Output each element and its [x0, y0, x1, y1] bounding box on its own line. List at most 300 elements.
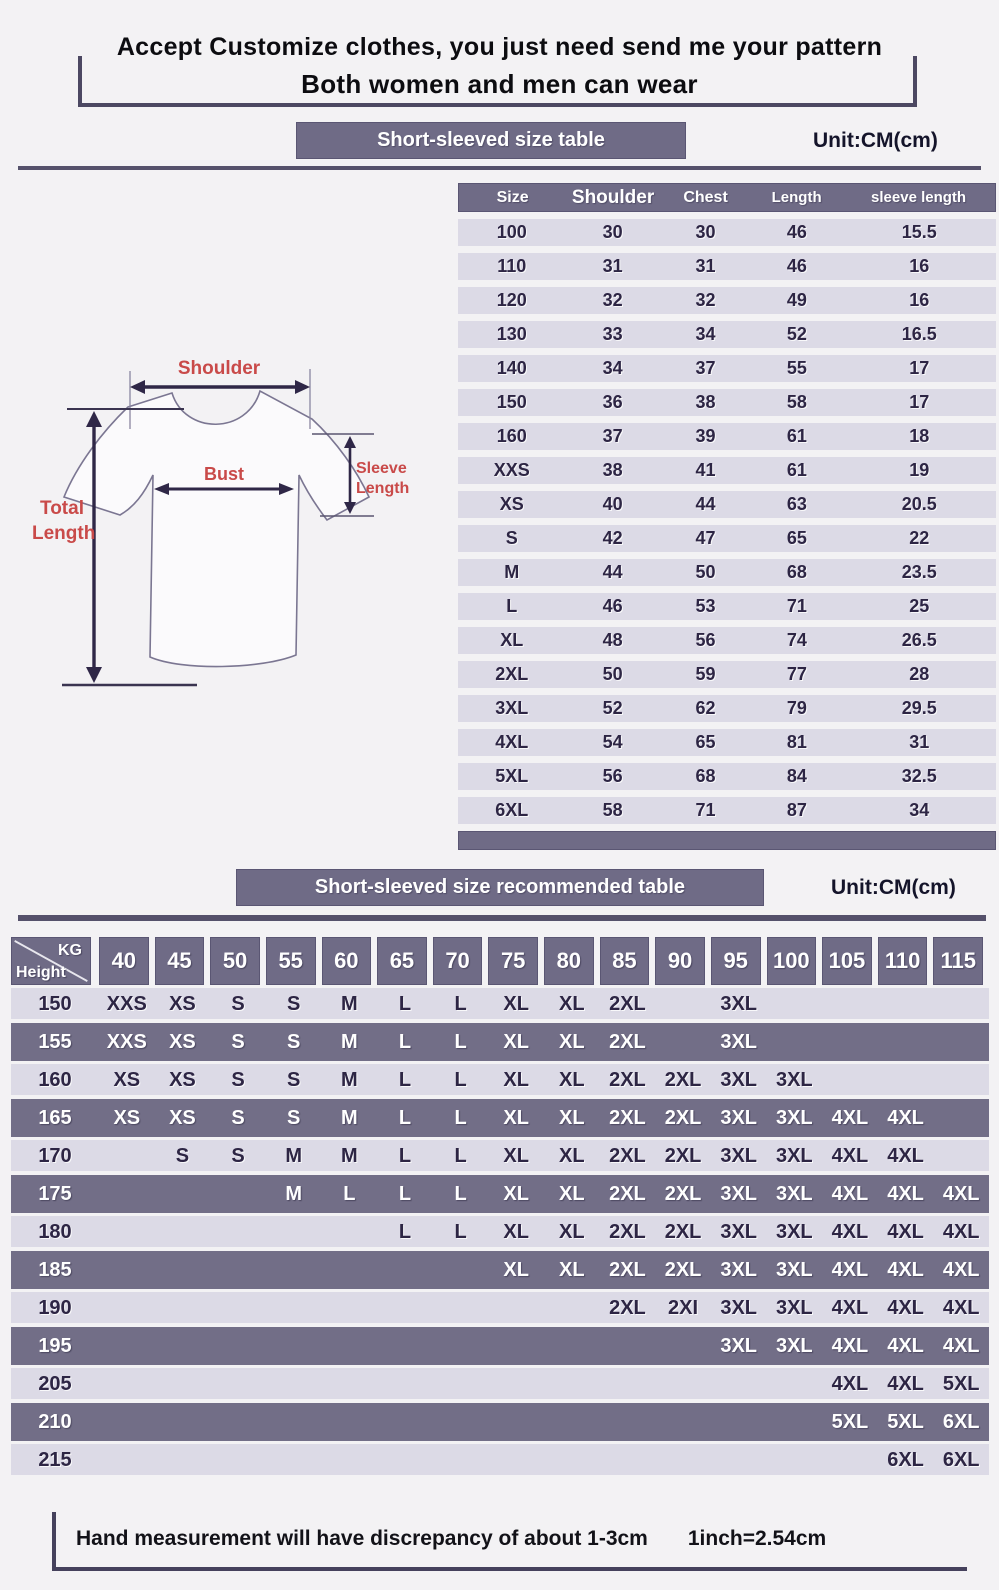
recommended-size-cell: M [285, 1144, 303, 1167]
size-table-cell: 30 [695, 222, 716, 242]
size-table-unit-label: Unit:CM(cm) [813, 129, 938, 152]
recommended-size-cell: XS [169, 1030, 196, 1053]
tshirt-measurement-diagram [22, 347, 454, 697]
recommended-size-cell: XL [503, 1144, 529, 1167]
size-table-cell: 52 [602, 698, 623, 718]
size-table-column-header: Size [496, 188, 529, 206]
size-table-cell: 33 [602, 324, 623, 344]
size-table-cell: 2XL [495, 664, 529, 684]
recommended-size-cell: 2XL [609, 1068, 646, 1091]
recommended-size-cell: 6XL [942, 1448, 980, 1471]
recommended-size-cell: 4XL [887, 1372, 924, 1395]
recommended-size-cell: XS [113, 1106, 141, 1129]
size-table-row [458, 457, 996, 484]
size-table-cell: 32.5 [901, 766, 937, 786]
size-table-row [458, 729, 996, 756]
recommended-size-cell: 2XL [664, 1144, 702, 1167]
recommended-size-cell: 3XL [720, 1106, 758, 1129]
size-table-cell: 34 [909, 800, 930, 820]
size-table-cell: 38 [602, 460, 623, 480]
size-table-cell: 58 [602, 800, 623, 820]
recommended-size-cell: 3XL [775, 1220, 813, 1243]
size-table-column-header: Length [771, 189, 822, 206]
recommended-size-cell: L [454, 1068, 467, 1091]
total-label-line2: Length [32, 523, 96, 544]
recommended-table-row [11, 1365, 989, 1403]
size-table-cell: 16 [909, 256, 930, 276]
recommended-table-body [11, 985, 989, 1479]
tshirt-outline-svg [22, 347, 454, 697]
size-table-footer-bar [458, 831, 996, 850]
size-table-row [458, 661, 996, 688]
weight-column-header: 95 [711, 937, 761, 985]
size-table-cell: 16 [909, 290, 930, 310]
size-table-cell: 29.5 [901, 698, 937, 718]
recommended-size-cell: 2XL [609, 1144, 646, 1167]
divider-middle [18, 915, 986, 921]
recommended-size-cell: 4XL [831, 1106, 869, 1129]
recommended-table-row [11, 1327, 989, 1365]
size-table-cell: 56 [695, 630, 716, 650]
recommended-size-cell: M [340, 1068, 358, 1091]
size-table-cell: 34 [602, 358, 623, 378]
recommended-size-cell: 3XL [720, 1220, 758, 1243]
size-table-cell: 68 [786, 562, 807, 582]
recommended-size-cell: L [398, 1182, 412, 1205]
recommended-size-cell: 3XL [775, 1182, 813, 1205]
recommended-table-row [11, 1289, 989, 1327]
height-row-label: 150 [38, 992, 72, 1015]
total-label-line1: Total [40, 498, 84, 519]
size-table-column-header: Chest [683, 188, 728, 206]
height-row-label: 185 [38, 1258, 72, 1281]
recommended-size-cell: L [398, 992, 412, 1015]
size-table-cell: 26.5 [901, 630, 937, 650]
recommended-size-cell: XL [503, 1258, 529, 1281]
recommended-size-cell: 2XL [664, 1182, 702, 1205]
size-table-cell: 23.5 [901, 562, 937, 582]
recommended-size-cell: 4XL [831, 1334, 869, 1357]
recommended-size-cell: L [454, 1030, 467, 1053]
recommended-size-cell: 4XL [942, 1258, 980, 1281]
recommended-size-cell: L [398, 1220, 412, 1243]
height-row-label: 155 [38, 1030, 72, 1053]
recommended-size-cell: 2XL [664, 1258, 702, 1281]
size-table-cell: 84 [786, 766, 807, 786]
recommended-size-cell: S [287, 1068, 301, 1091]
size-table-row [458, 763, 996, 790]
sleeve-arrowhead-top [344, 436, 356, 448]
recommended-size-cell: 3XL [720, 1296, 758, 1319]
size-table-cell: 140 [496, 358, 527, 378]
height-row-label: 195 [38, 1334, 72, 1357]
recommended-size-cell: XL [503, 992, 529, 1015]
recommended-size-cell: 3XL [775, 1144, 813, 1167]
size-table-cell: 41 [695, 460, 716, 480]
recommended-size-cell: 3XL [775, 1258, 813, 1281]
recommended-table-row [11, 985, 989, 1023]
recommended-size-cell: 2XL [609, 1220, 646, 1243]
size-table-title: Short-sleeved size table [296, 122, 686, 159]
recommended-size-cell: S [231, 1068, 245, 1091]
size-table-cell: 110 [497, 256, 527, 276]
recommended-size-cell: 5XL [831, 1410, 869, 1433]
recommended-size-cell: L [454, 992, 467, 1015]
height-row-label: 160 [38, 1068, 72, 1091]
size-table-cell: M [504, 562, 520, 582]
recommended-size-cell: 6XL [887, 1448, 924, 1471]
size-table-cell: 62 [695, 698, 716, 718]
size-table-cell: 17 [909, 358, 930, 378]
total-arrowhead-bottom [86, 667, 102, 683]
recommended-size-cell: 3XL [720, 1068, 758, 1091]
recommended-size-cell: 4XL [887, 1258, 924, 1281]
size-table-cell: 100 [496, 222, 527, 242]
size-table-cell: 44 [695, 494, 716, 514]
recommended-size-cell: 4XL [887, 1182, 924, 1205]
size-table-cell: 59 [695, 664, 716, 684]
weight-column-header: 40 [99, 937, 149, 985]
recommended-table-row [11, 1023, 989, 1061]
size-table-cell: 44 [602, 562, 623, 582]
recommended-size-cell: L [398, 1030, 412, 1053]
divider-top [18, 166, 981, 170]
recommended-size-cell: XL [559, 1144, 585, 1167]
height-row-label: 170 [38, 1144, 72, 1167]
recommended-size-cell: XXS [106, 1030, 147, 1053]
recommended-size-cell: XL [559, 1030, 585, 1053]
size-table-cell: 50 [695, 562, 716, 582]
header-line1: Accept Customize clothes, you just need send me your pattern [116, 33, 883, 61]
inch-conversion-note: 1inch=2.54cm [687, 1527, 827, 1550]
recommended-size-cell: XL [559, 992, 585, 1015]
recommended-size-cell: 2XL [664, 1106, 702, 1129]
recommended-size-cell: XL [559, 1258, 585, 1281]
sleeve-label-line1: Sleeve [356, 460, 407, 477]
recommended-size-cell: 3XL [775, 1106, 813, 1129]
weight-column-header: 80 [544, 937, 594, 985]
size-table-row [458, 355, 996, 382]
recommended-size-table [11, 937, 989, 1479]
size-table-cell: 39 [695, 426, 716, 446]
size-table-cell: 4XL [495, 732, 529, 752]
size-table-cell: 42 [602, 528, 623, 548]
recommended-size-cell: XL [559, 1220, 585, 1243]
header-bracket [78, 56, 917, 107]
recommended-table-row [11, 1251, 989, 1289]
recommended-table-row [11, 1099, 989, 1137]
total-arrowhead-top [86, 411, 102, 427]
size-table-body [458, 219, 996, 824]
recommended-size-cell: 4XL [887, 1106, 924, 1129]
shoulder-arrowhead-right [295, 380, 310, 394]
recommended-size-cell: 4XL [887, 1220, 924, 1243]
size-table-cell: 65 [695, 732, 716, 752]
recommended-size-cell: S [175, 1144, 190, 1167]
recommended-size-cell: 2XL [609, 1296, 646, 1319]
size-table-cell: 46 [786, 222, 807, 242]
size-table-cell: 77 [786, 664, 807, 684]
recommended-size-cell: XL [503, 1030, 529, 1053]
bust-label: Bust [204, 464, 244, 484]
size-table-cell: 16.5 [901, 324, 937, 344]
recommended-size-cell: 2XI [668, 1296, 699, 1319]
size-table-cell: 18 [909, 426, 930, 446]
recommended-table-unit-label: Unit:CM(cm) [831, 876, 956, 899]
weight-column-header: 55 [266, 937, 316, 985]
recommended-size-cell: 3XL [720, 1334, 758, 1357]
recommended-table-row [11, 1403, 989, 1441]
size-table-cell: 37 [602, 426, 623, 446]
size-table-cell: 53 [695, 596, 716, 616]
recommended-table-row [11, 1137, 989, 1175]
recommended-size-cell: M [285, 1182, 303, 1205]
measurement-discrepancy-note: Hand measurement will have discrepancy of about 1-3cm [76, 1527, 648, 1550]
size-table-cell: L [506, 596, 518, 616]
size-table-cell: 31 [602, 256, 623, 276]
size-table-cell: 36 [602, 392, 623, 412]
recommended-size-cell: 2XL [609, 1106, 646, 1129]
footer-note-row [76, 1527, 826, 1551]
size-table-cell: 74 [786, 630, 807, 650]
recommended-size-cell: 2XL [664, 1220, 702, 1243]
size-table-row [458, 423, 996, 450]
recommended-size-cell: M [340, 1030, 358, 1053]
size-table-row [458, 593, 996, 620]
size-table-cell: XS [499, 494, 524, 514]
tshirt-outline [64, 391, 369, 667]
recommended-size-cell: 4XL [831, 1182, 869, 1205]
recommended-size-cell: 4XL [831, 1258, 869, 1281]
weight-column-header: 45 [155, 937, 205, 985]
size-table-cell: 120 [496, 290, 527, 310]
size-table-cell: 79 [786, 698, 807, 718]
weight-column-header: 100 [767, 937, 817, 985]
size-table-cell: 81 [786, 732, 807, 752]
size-table-cell: 49 [786, 290, 807, 310]
weight-column-header: 60 [322, 937, 372, 985]
size-table-cell: 40 [602, 494, 623, 514]
size-table-row [458, 695, 996, 722]
recommended-size-cell: L [454, 1144, 467, 1167]
size-table-cell: 38 [695, 392, 716, 412]
recommended-size-cell: 4XL [831, 1372, 869, 1395]
size-table-cell: 31 [695, 256, 716, 276]
recommended-size-cell: 4XL [831, 1296, 869, 1319]
recommended-size-cell: 6XL [942, 1410, 980, 1433]
height-row-label: 175 [38, 1182, 72, 1205]
size-table-cell: 15.5 [901, 222, 937, 242]
recommended-size-cell: S [287, 992, 301, 1015]
size-table-cell: 61 [786, 460, 807, 480]
height-row-label: 165 [38, 1106, 72, 1129]
recommended-size-cell: 3XL [720, 1144, 758, 1167]
recommended-size-cell: L [343, 1182, 356, 1205]
recommended-size-cell: 4XL [942, 1334, 980, 1357]
recommended-size-cell: S [231, 1030, 245, 1053]
size-table-row [458, 287, 996, 314]
size-table-row [458, 253, 996, 280]
size-table-cell: 56 [602, 766, 623, 786]
size-table-cell: 34 [695, 324, 716, 344]
recommended-size-cell: XL [559, 1106, 585, 1129]
recommended-size-cell: M [340, 1106, 358, 1129]
size-table-column-header: Shoulder [571, 186, 655, 208]
recommended-size-cell: XS [169, 1106, 196, 1129]
corner-height-label: Height [16, 964, 66, 981]
size-table-cell: 32 [695, 290, 716, 310]
weight-column-header: 115 [933, 937, 983, 985]
size-table-cell: 28 [909, 664, 930, 684]
size-table-cell: 65 [786, 528, 807, 548]
recommended-size-cell: L [454, 1220, 467, 1243]
recommended-size-cell: S [287, 1106, 301, 1129]
recommended-size-cell: 3XL [775, 1068, 813, 1091]
weight-column-header: 65 [377, 937, 427, 985]
size-table-row [458, 389, 996, 416]
size-table-cell: 47 [695, 528, 716, 548]
size-table-cell: 31 [909, 732, 930, 752]
size-table-cell: 20.5 [901, 494, 937, 514]
size-table-cell: 54 [602, 732, 623, 752]
size-table-cell: 30 [602, 222, 623, 242]
recommended-size-cell: 3XL [775, 1334, 813, 1357]
recommended-size-cell: 3XL [720, 1182, 758, 1205]
recommended-size-cell: XS [113, 1068, 141, 1091]
size-table-cell: 71 [786, 596, 807, 616]
size-table-cell: 130 [496, 324, 527, 344]
size-table-cell: 46 [602, 596, 623, 616]
recommended-size-cell: XL [503, 1220, 529, 1243]
recommended-size-cell: XL [559, 1068, 585, 1091]
recommended-size-cell: 2XL [609, 992, 646, 1015]
kg-height-corner-cell [11, 937, 91, 985]
size-table-cell: 87 [786, 800, 807, 820]
recommended-size-cell: S [287, 1030, 301, 1053]
size-table-row [458, 491, 996, 518]
recommended-size-cell: M [340, 1144, 358, 1167]
weight-column-header: 110 [878, 937, 928, 985]
recommended-size-cell: XL [503, 1106, 529, 1129]
recommended-size-cell: L [398, 1068, 412, 1091]
recommended-size-cell: 4XL [831, 1220, 869, 1243]
size-table-row [458, 797, 996, 824]
size-table-cell: 63 [786, 494, 807, 514]
recommended-table-row [11, 1175, 989, 1213]
recommended-size-cell: 4XL [942, 1182, 980, 1205]
recommended-size-cell: 4XL [887, 1144, 924, 1167]
recommended-size-cell: 4XL [942, 1296, 980, 1319]
size-table-row [458, 525, 996, 552]
size-table-row [458, 321, 996, 348]
size-table-cell: 52 [786, 324, 807, 344]
size-table-row [458, 559, 996, 586]
size-table-cell: 17 [909, 392, 930, 412]
recommended-size-cell: L [398, 1106, 412, 1129]
size-table-column-header: sleeve length [871, 189, 967, 206]
recommended-size-cell: XL [503, 1182, 529, 1205]
size-table-cell: 68 [695, 766, 716, 786]
recommended-table-header-row [11, 937, 989, 985]
recommended-size-cell: 2XL [664, 1068, 702, 1091]
size-table-cell: 46 [786, 256, 807, 276]
recommended-size-cell: 3XL [720, 1030, 758, 1053]
corner-kg-label: KG [58, 942, 82, 959]
size-table-cell: 5XL [495, 766, 529, 786]
recommended-size-cell: 2XL [609, 1030, 646, 1053]
shoulder-label: Shoulder [177, 358, 261, 379]
recommended-size-cell: XL [503, 1068, 529, 1091]
size-table-cell: S [505, 528, 518, 548]
size-table-cell: 22 [909, 528, 930, 548]
size-table [458, 183, 996, 850]
recommended-size-cell: S [231, 992, 245, 1015]
height-row-label: 190 [38, 1296, 72, 1319]
recommended-size-cell: 2XL [609, 1258, 646, 1281]
recommended-size-cell: 4XL [942, 1220, 980, 1243]
recommended-size-cell: 5XL [887, 1410, 924, 1433]
recommended-table-row [11, 1213, 989, 1251]
size-table-cell: 19 [909, 460, 930, 480]
size-table-cell: XL [500, 630, 524, 650]
size-table-row [458, 627, 996, 654]
recommended-table-row [11, 1441, 989, 1479]
recommended-size-cell: L [454, 1106, 467, 1129]
size-table-cell: 160 [496, 426, 527, 446]
size-table-cell: 58 [786, 392, 807, 412]
weight-column-header: 70 [433, 937, 483, 985]
weight-column-header: 85 [600, 937, 650, 985]
header-line2: Both women and men can wear [301, 69, 698, 99]
size-table-cell: 3XL [495, 698, 529, 718]
height-row-label: 180 [38, 1220, 72, 1243]
weight-column-header: 105 [822, 937, 872, 985]
weight-column-header: 90 [655, 937, 705, 985]
recommended-table-row [11, 1061, 989, 1099]
recommended-size-cell: 4XL [831, 1144, 869, 1167]
recommended-size-cell: XXS [106, 992, 147, 1015]
recommended-size-cell: 3XL [720, 992, 758, 1015]
size-table-header-row [458, 183, 996, 212]
recommended-size-cell: XL [559, 1182, 585, 1205]
shoulder-arrowhead-left [130, 380, 145, 394]
size-table-cell: 50 [602, 664, 623, 684]
recommended-size-cell: XS [169, 1068, 196, 1091]
size-table-cell: 71 [695, 800, 716, 820]
recommended-size-cell: 2XL [609, 1182, 646, 1205]
size-table-cell: XXS [493, 460, 530, 480]
recommended-size-cell: XS [169, 992, 196, 1015]
height-row-label: 215 [38, 1448, 72, 1471]
sleeve-label-line2: Length [356, 480, 410, 497]
size-table-cell: 150 [496, 392, 527, 412]
size-table-cell: 6XL [495, 800, 529, 820]
weight-column-header: 75 [488, 937, 538, 985]
recommended-table-title: Short-sleeved size recommended table [236, 869, 764, 906]
recommended-size-cell: 4XL [887, 1296, 924, 1319]
size-table-cell: 25 [909, 596, 930, 616]
recommended-size-cell: L [454, 1182, 467, 1205]
size-table-cell: 37 [695, 358, 716, 378]
recommended-size-cell: S [231, 1144, 245, 1167]
size-table-cell: 48 [602, 630, 623, 650]
size-table-cell: 55 [786, 358, 807, 378]
recommended-size-cell: 3XL [775, 1296, 813, 1319]
height-row-label: 205 [38, 1372, 72, 1395]
recommended-size-cell: M [340, 992, 358, 1015]
recommended-size-cell: L [398, 1144, 412, 1167]
size-table-cell: 32 [602, 290, 623, 310]
